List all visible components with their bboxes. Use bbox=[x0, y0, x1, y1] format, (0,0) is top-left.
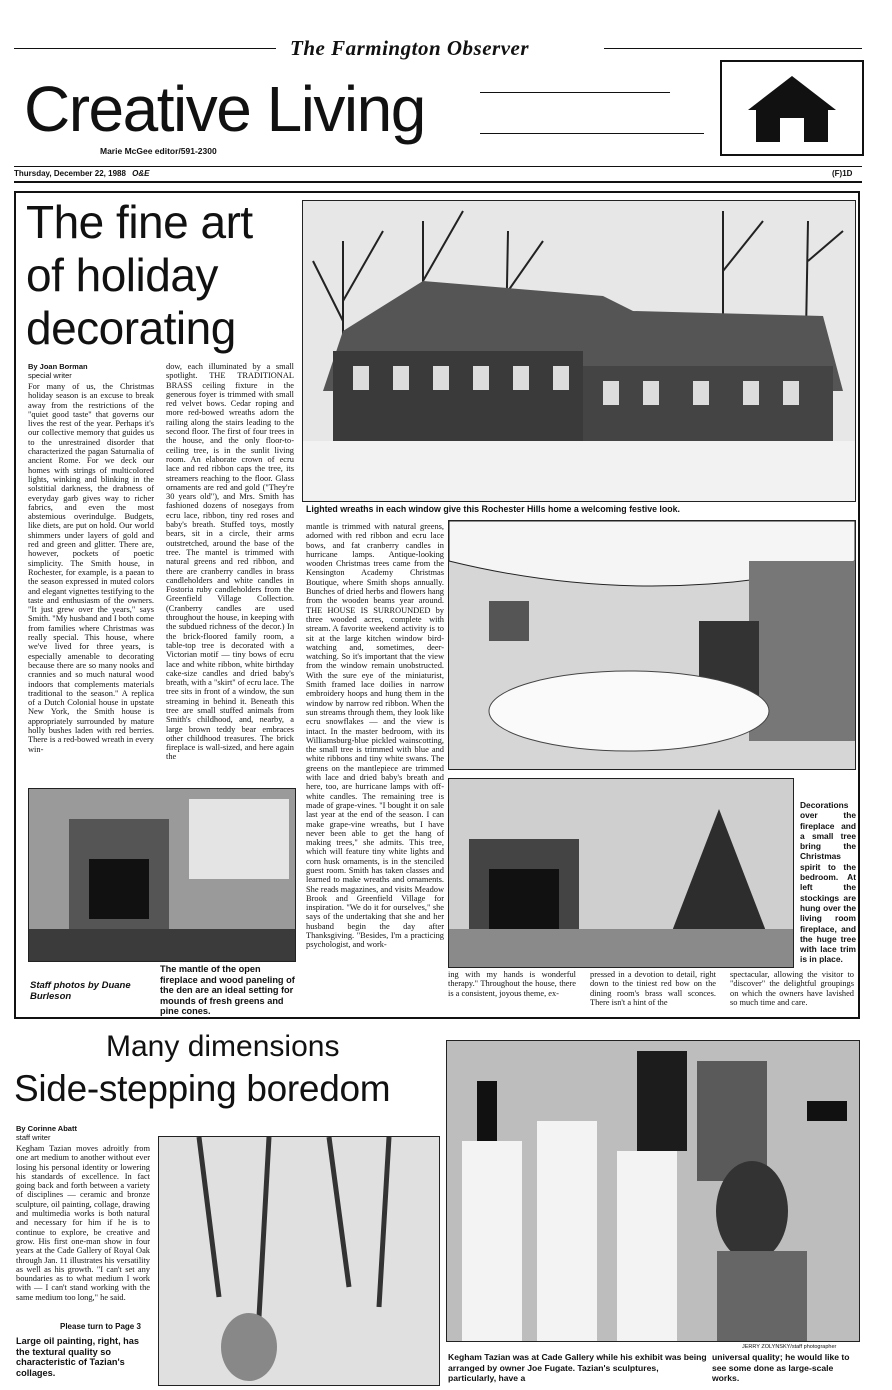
painting-photo bbox=[158, 1136, 440, 1386]
photo-credit-2: JERRY ZOLYNSKY/staff photographer bbox=[742, 1344, 837, 1350]
story2-byline bbox=[16, 1124, 77, 1142]
story2-body: Kegham Tazian moves adroitly from one art medium to another without ever losing his personal identity or lowering his standards of excellence. In fact going back and forth between a variety of disciplines — ceramic and bronze sculpture, oil painting, collage, drawing and multimedia works is both natural and necessary for him if he is to continue to explore, be creative and grow. His first one-man show in four years at the Cade Gallery of Royal Oak through Jan. 11 illustrates his versatility as well as his growth. "I can't set any boundaries as to what medium I work with — I can't stand working with the same medium too long," he said. bbox=[16, 1144, 150, 1302]
headline bbox=[26, 196, 253, 355]
headline-line-1: The fine art bbox=[26, 196, 253, 248]
date: Thursday, December 22, 1988 bbox=[14, 169, 126, 178]
photo-credit-1: Staff photos by Duane Burleson bbox=[30, 980, 131, 1002]
section-title: Creative Living bbox=[24, 73, 425, 145]
house-icon bbox=[722, 62, 862, 154]
editor-line: Marie McGee editor/591-2300 bbox=[100, 146, 217, 156]
story2-byline-role: staff writer bbox=[16, 1133, 51, 1142]
story2-kicker: Many dimensions bbox=[106, 1030, 340, 1063]
story2-headline: Side-stepping boredom bbox=[14, 1068, 391, 1109]
bedroom-photo bbox=[448, 778, 794, 968]
den-photo bbox=[28, 788, 296, 962]
byline-name: By Joan Borman bbox=[28, 362, 88, 371]
caption-bedroom: Decorations over the fireplace and a small tree bring the Christmas spirit to the bedroom. At left the stockings are hung over the living room fireplace, and the huge tree with lace trim is in place. bbox=[800, 800, 856, 965]
living-room-photo bbox=[448, 520, 856, 770]
gallery-photo bbox=[446, 1040, 860, 1342]
date-line bbox=[14, 169, 150, 178]
caption-house: Lighted wreaths in each window give this Rochester Hills home a welcoming festive look. bbox=[306, 504, 680, 514]
story1-col2: dow, each illuminated by a small spotlight. THE TRADITIONAL BRASS ceiling fixture in the generous foyer is trimmed with small red velvet bows. Cedar roping and more red-bowed wreaths adorn the railing along the stairs leading to the second floor. The first of four trees in the house, and the only floor-to-ceiling tree, is in the sunlit living room. An elaborate crown of ecru lace and red ribbon caps the tree, its streamers reaching to the floor. Glass ornaments are red and gold ("They're 30 years old"), and Mrs. Smith has fashioned dozens of nosegays from ecru lace, ribbon, tiny red roses and baby's breath. Stuffed toys, mostly bears, sit in a circle, their arms outstretched, around the base of the tree. The mantel is trimmed with natural greens and red ribbon, and there are cranberry candles in brass candleholders and white candles in Fostoria ruby candleholders from the Greenfield Village Collection. (Cranberry candles are used throughout the house, in keeping with the subdued richness of the decor.) In the brick-floored family room, a table-top tree is decorated with a Victorian motif — tiny bows of ecru lace and white ribbon, white birthday cake-size candles and dried baby's breath, with a "skirt" of ecru lace. The tree sits in front of a window, the sun streaming in behind it. Beneath this tree are small stuffed animals from Smith's childhood, and, nearby, a large brown teddy bear embraces other childhood treasures. The brick fireplace is wall-sized, and here again the bbox=[166, 362, 294, 762]
byline-role: special writer bbox=[28, 371, 72, 380]
house-photo bbox=[302, 200, 856, 502]
caption-gallery-b: universal quality; he would like to see some done as large-scale works. bbox=[712, 1352, 850, 1383]
page-code: (F)1D bbox=[832, 169, 853, 178]
story1-col3: mantle is trimmed with natural greens, adorned with red ribbon and ecru lace bows, and fat cranberry candles in hurricane lamps. Antique-looking wooden Christmas trees came from the Kensington Academy Christmas Boutique, where Smith shops annually. Bunches of dried herbs and flowers hang from the wooden beams year around. THE HOUSE IS SURROUNDED by three wooded acres, complete with stream. A favorite weekend activity is to sit at the large kitchen window bird-watching and, sometimes, deer-watching. So it's important that the view from the window remain unobstructed. With the sure eye of the miniaturist, Smith framed lace doilies in narrow embroidery hoops and hung them in the window by narrow red ribbon. When the sun streams through them, they look like ecru snowflakes — and the view is intact. In the master bedroom, with its Williamsburg-blue pickled wainscotting, the small tree is trimmed with blue and white ribbons and tiny white swans. The greens on the mantlepiece are trimmed with lace and dried baby's breath and here, too, are hurricane lamps with off-white candles. The remaining tree is made of grape-vines. "I bought it on sale last year at the end of the season. I can make grape-vine wreaths, but I have never been able to get the hang of making trees," she admits. This tree, which will feature tiny white lights and corn husk ornaments, is in the stenciled guest room. Smith has taken classes and learned to make wreaths and ornaments. She reads magazines, and visits Meadow Brook and Greenfield Village for inspiration. "We do it for ourselves," she says of the undertaking that she and her husband begin the day after Thanksgiving. "Besides, I'm a practicing psychologist, and work- bbox=[306, 522, 444, 950]
caption-painting: Large oil painting, right, has the textural quality so characteristic of Tazian's collages. bbox=[16, 1336, 140, 1378]
story1-col5: pressed in a devotion to detail, right down to the tiniest red bow on the dining room's brass wall sconces. There isn't a hint of the bbox=[590, 970, 716, 1007]
edition: O&E bbox=[132, 169, 150, 178]
headline-line-2: of holiday bbox=[26, 249, 218, 301]
jump-line: Please turn to Page 3 bbox=[60, 1322, 141, 1331]
paper-name: The Farmington Observer bbox=[290, 36, 530, 60]
story1-col1: For many of us, the Christmas holiday season is an excuse to break away from the restrictions of the "quiet good taste" that governs our lives the rest of the year. Perhaps it's our collective memory that guides us to the unrestrained disorder that characterized the pagan Saturnalia of ancient Rome. For we deck our homes with strings of multicolored lights, winking and blinking in the solstitial darkness, the drabness of everyday garb gives way to richer fabrics, and even the most abstemious overindulge. Budgets, like diets, are put on hold. Our world shimmers under layers of gold and red and green and glitter. There are, however, pockets of poetic simplicity. The Smith house, in Rochester, for example, is a paean to the season expressed in muted colors and elegant vignettes testifying to the taste and enthusiasm of the owners. "It just grew over the years," says Smith. "My husband and I both come from families where Christmas was really special. This house, where we've lived for three years, is especially amenable to decorating because there are so many nooks and crannies and so much natural wood indoors that complements materials traditional to the season." A replica of a Dutch Colonial house in upstate New York, the Smith house is appropriately surrounded by mature holly bushes laden with red berries. There is a red-bowed wreath in every win- bbox=[28, 382, 154, 754]
byline bbox=[28, 362, 88, 380]
caption-gallery-a: Kegham Tazian was at Cade Gallery while his exhibit was being arranged by owner Joe Fugate. Tazian's sculptures, particularly, have a bbox=[448, 1352, 707, 1383]
headline-line-3: decorating bbox=[26, 302, 236, 354]
caption-den: The mantle of the open fireplace and wood paneling of the den are an ideal setting for mounds of fresh greens and pine cones. bbox=[160, 964, 295, 1016]
story1-col4: ing with my hands is wonderful therapy." Throughout the house, there is a consistent, joyous theme, ex- bbox=[448, 970, 576, 998]
story1-col6: spectacular, allowing the visitor to "discover" the delightful groupings on which the owners have lavished so much time and care. bbox=[730, 970, 854, 1007]
house-logo bbox=[720, 60, 864, 156]
story2-byline-name: By Corinne Abatt bbox=[16, 1124, 77, 1133]
